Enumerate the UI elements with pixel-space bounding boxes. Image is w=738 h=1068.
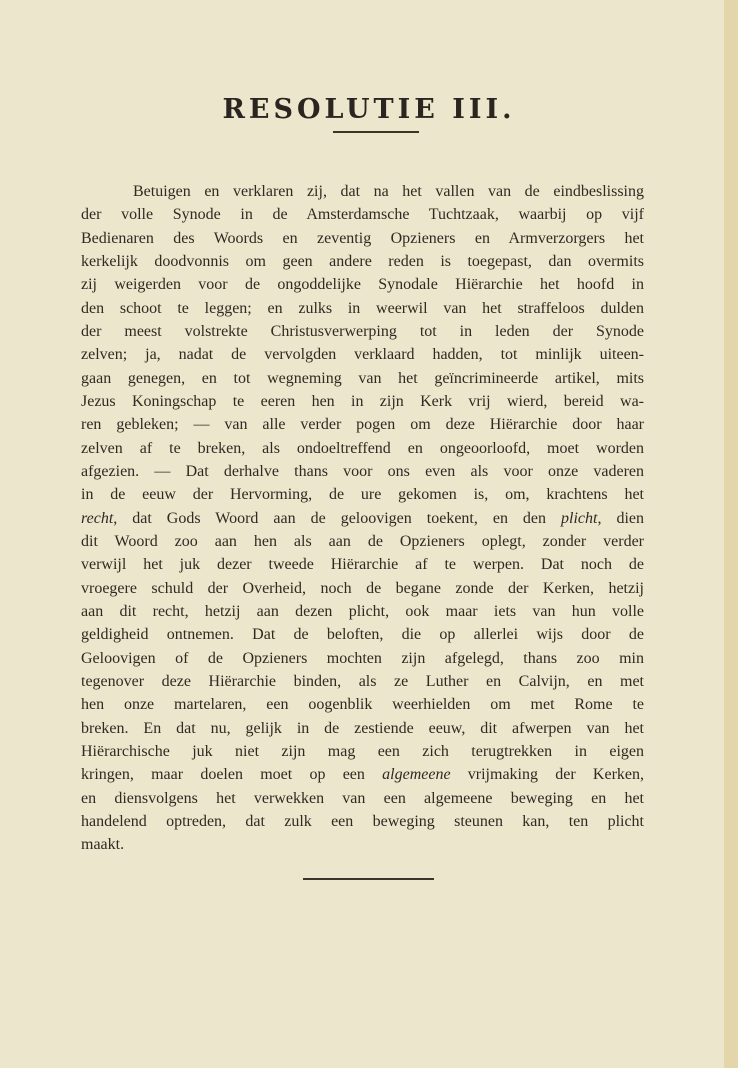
text-line	[81, 670, 644, 693]
text-segment: den schoot te leggen; en zulks in weerwil van het straffeloos dulden	[81, 299, 644, 317]
text-segment: Geloovigen of de Opzieners mochten zijn afgelegd, thans zoo min	[81, 649, 644, 667]
text-segment: vroegere schuld der Overheid, noch de begane zonde der Kerken, hetzij	[81, 579, 644, 597]
text-line	[81, 460, 644, 483]
text-segment: zelven; ja, nadat de vervolgden verklaard hadden, tot minlijk uiteen-	[81, 346, 644, 364]
text-segment: kerkelijk doodvonnis om geen andere reden is toegepast, dan overmits	[81, 252, 644, 270]
text-segment: breken. En dat nu, gelijk in de zestiende eeuw, dit afwerpen van het	[81, 719, 644, 737]
text-line	[81, 390, 644, 413]
text-segment: en diensvolgens het verwekken van een algemeene beweging en het	[81, 789, 644, 807]
title-divider	[333, 131, 419, 133]
text-line	[81, 483, 644, 506]
text-segment: afgezien. — Dat derhalve thans voor ons even als voor onze vaderen	[81, 462, 644, 480]
text-line	[81, 763, 644, 786]
text-line	[81, 787, 644, 810]
text-line	[81, 343, 644, 366]
text-line	[81, 273, 644, 296]
text-segment: der meest volstrekte Christusverwerping tot in leden der Synode	[81, 322, 644, 340]
text-line	[81, 577, 644, 600]
text-line	[81, 297, 644, 320]
page-title: RESOLUTIE III.	[222, 94, 516, 126]
text-segment: gaan genegen, en tot wegneming van het geïncrimineerde artikel, mits	[81, 369, 644, 387]
text-segment: zij weigerden voor de ongoddelijke Synodale Hiërarchie het hoofd in	[81, 276, 644, 294]
text-line	[81, 600, 644, 623]
text-line	[81, 740, 644, 763]
text-segment: Jezus Koningschap te eeren hen in zijn Kerk vrij wierd, bereid wa-	[81, 392, 644, 410]
text-line	[81, 717, 644, 740]
text-line	[81, 530, 644, 553]
text-line	[81, 810, 644, 833]
text-segment: in de eeuw der Hervorming, de ure gekomen is, om, krachtens het	[81, 486, 644, 504]
emphasized-word: plicht	[561, 509, 598, 527]
text-segment: verwijl het juk dezer tweede Hiërarchie af te werpen. Dat noch de	[81, 556, 644, 574]
text-line	[81, 693, 644, 716]
text-segment: der volle Synode in de Amsterdamsche Tuchtzaak, waarbij op vijf	[81, 206, 644, 224]
text-line	[81, 553, 644, 576]
text-line	[81, 647, 644, 670]
text-line	[81, 623, 644, 646]
text-line	[81, 320, 644, 343]
text-line	[81, 833, 644, 856]
text-segment: , dat Gods Woord aan de geloovigen toekent, en den	[113, 509, 562, 527]
text-segment: zelven af te breken, als ondoeltreffend en ongeoorloofd, moet worden	[81, 439, 644, 457]
text-line	[81, 437, 644, 460]
resolution-text	[81, 180, 644, 857]
text-line	[81, 367, 644, 390]
text-segment: Betuigen en verklaren zij, dat na het vallen van de eindbeslissing	[133, 183, 644, 200]
text-line	[81, 180, 644, 203]
text-segment: handelend optreden, dat zulk een beweging steunen kan, ten plicht	[81, 812, 644, 830]
text-segment: ren gebleken; — van alle verder pogen om deze Hiërarchie door haar	[81, 416, 644, 434]
text-segment: aan dit recht, hetzij aan dezen plicht, ook maar iets van hun volle	[81, 602, 644, 620]
text-segment: Hiërarchische juk niet zijn mag een zich terugtrekken in eigen	[81, 742, 644, 760]
text-segment: geldigheid ontnemen. Dat de beloften, die op allerlei wijs door de	[81, 626, 644, 644]
text-line	[81, 507, 644, 530]
text-line	[81, 203, 644, 226]
emphasized-word: algemeene	[382, 766, 451, 784]
text-segment: vrijmaking der Kerken,	[450, 766, 644, 784]
text-segment: maakt.	[81, 836, 125, 854]
text-segment: kringen, maar doelen moet op een	[81, 766, 383, 784]
page-edge	[724, 0, 738, 1068]
text-segment: Bedienaren des Woords en zeventig Opzieners en Armverzorgers het	[81, 229, 644, 247]
text-line	[81, 250, 644, 273]
text-segment: , dien	[597, 509, 645, 527]
closing-divider	[303, 878, 434, 880]
text-segment: tegenover deze Hiërarchie binden, als ze Luther en Calvijn, en met	[81, 672, 644, 690]
text-segment: hen onze martelaren, een oogenblik weerhielden om met Rome te	[81, 696, 644, 714]
text-line	[81, 227, 644, 250]
emphasized-word: recht	[81, 509, 114, 527]
text-line	[81, 413, 644, 436]
text-segment: dit Woord zoo aan hen als aan de Opzieners oplegt, zonder verder	[81, 532, 644, 550]
